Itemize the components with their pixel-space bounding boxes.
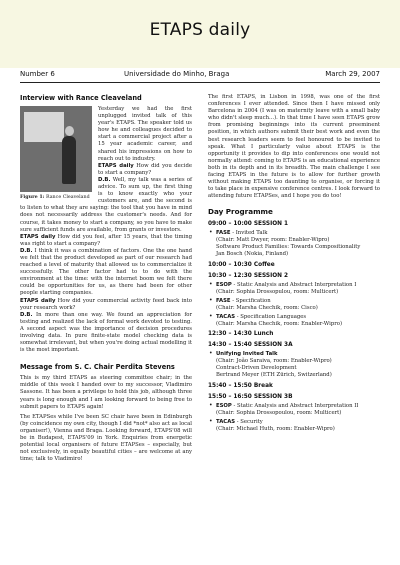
issue-info-bar [20, 68, 380, 83]
speaker-photo [20, 106, 92, 192]
newsletter-title: ETAPS daily [149, 20, 251, 40]
issue-date: March 29, 2007 [325, 70, 380, 78]
answer-2: D.B. I think it was a combination of factors. One the one hand we felt that the product developed as part of our research had reached a level of maturity that allowed us to commercialize it successfully. The other factor had to to do with the environment at the time: with the internet boom we felt there could be opportunities for us, as there had been for other people starting companies. [20, 247, 193, 297]
issue-number: Number 6 [20, 70, 55, 78]
programme-item: • Unifying Invited Talk (Chair: João Saraiva, room: Enabler-Wipro) Contract-Driven Development Bertrand Meyer (ETH Zürich, Switzerland) [216, 351, 380, 379]
answer-3: D.B. In more than one way. We found an appreciation for testing and realized the lack of formal work devoted to testing. A second aspect was the importance of decision procedures involving data. In pure finite-state model checking data is somewhat irrelevant, but when you're doing actual modelling it is the most important. [20, 311, 193, 354]
chair-message-p3: The first ETAPS, in Lisbon in 1998, was one of the first conferences I ever attended. Since then I have missed only Barcelona in 2004 (I was on maternity leave with a small baby who didn't sleep much...). In that time I have seen ETAPS grow from promising beginnings into its current preeminent position, in which authors submit their best work and even the best research leaders seem to feel honoured to be invited to speak. What I particularly value about ETAPS is the opportunity it provides to dip into conferences one would not normally attend: coming to ETAPS is an educational experience both in its depth and in its breadth. The main challenge I see facing ETAPS in the future is to allow for further growth without making ETAPS too daunting to organise, or forcing it to take place in expensive conference centres. I look forward to attending future ETAPSes, and I hope you do too! [208, 94, 380, 200]
answer-1: D.B. Well, my talk was a series of advice. To sum up, the first thing is to know exactly who your customers are, and the second is to listen to what they are saying: the tool that you have in mind does not necessarily address the customer's needs. And for course, it takes money to start a company, so you have to make sure sufficient funds are available, from grants or investors. [20, 176, 192, 233]
programme-slot-time: 15:40 – 15:50 Break [208, 383, 273, 390]
programme-slot-time: 10:30 – 12:30 SESSION 2 [208, 273, 289, 280]
speaker-head [65, 126, 74, 136]
chair-message-p1: This is my third ETAPS as steering committee chair; in the middle of this week I handed over to my successor, Vladimiro Sassone. It has been a privilege to hold this job, although three years is long enough and I am looking forward to being free to submit papers to ETAPS again! [20, 375, 192, 410]
question-3: ETAPS daily How did your commercial activity feed back into your research work? [20, 297, 192, 311]
interview-heading: Interview with Rance Cleaveland [20, 94, 142, 102]
speaker-figure [62, 136, 76, 184]
programme-item: • FASE - Invited Talk (Chair: Matt Dwyer, room: Enabler-Wipro) Software Product Families: Towards Compositionality Jan Bosch (Nokia, Finland) [216, 230, 380, 258]
programme-heading: Day Programme [208, 207, 273, 217]
programme-item: • FASE - Specification (Chair: Marsha Chechik, room: Cisco) [216, 298, 380, 312]
programme-list [208, 220, 380, 432]
programme-item: • TACAS - Security (Chair: Michael Huth, room: Enabler-Wipro) [216, 419, 380, 433]
left-column [20, 94, 192, 463]
programme-item: • ESOP - Static Analysis and Abstract Interpretation II (Chair: Sophia Drossopoulou, room: Multicert) [216, 403, 380, 417]
chair-message-heading: Message from S. C. Chair Perdita Stevens [20, 363, 175, 372]
interview-intro: Yesterday we had the first unplugged invited talk of this year's ETAPS. The speaker told us how he and colleagues decided to start a commercial project after a 15 year academic career, and shared his impressions on how to reach out to industry. [98, 106, 192, 162]
projector-screen [24, 112, 64, 142]
programme-slot-time: 09:00 – 10:00 SESSION 1 [208, 221, 289, 228]
figure [20, 106, 92, 201]
programme-item: • ESOP - Static Analysis and Abstract Interpretation I (Chair: Sophia Drossopulou, room: Multicert) [216, 282, 380, 296]
right-column [208, 94, 380, 435]
programme-slot-time: 15:50 – 16:50 SESSION 3B [208, 394, 293, 401]
figure-caption: Figure 1: Rance Cleaveland [20, 194, 90, 200]
programme-slot-time: 14:30 – 15:40 SESSION 3A [208, 342, 293, 349]
chair-message-p2: The ETAPSes while I've been SC chair have been in Edinburgh (by coincidence my own city, though I did *not* also act as local organiser!), Vienna and Braga. Looking forward, ETAPS'08 will be in Budapest, ETAPS'09 in York. Enquiries from energetic potential local organisers of future ETAPSes – especially, but not exclusively, in equally beautiful cities – are welcome at any time; talk to Vladimiro! [20, 413, 192, 463]
programme-slot-time: 10:00 – 10:30 Coffee [208, 262, 275, 269]
question-0: ETAPS daily How did you decide to start a company? [98, 162, 192, 176]
masthead [0, 0, 400, 68]
programme-item: • TACAS - Specification Languages (Chair: Marsha Chechik, room: Enabler-Wipro) [216, 314, 380, 328]
venue: Universidade do Minho, Braga [124, 70, 230, 78]
question-2: ETAPS daily How did you feel, after 15 years, that the timing was right to start a company? [20, 233, 192, 247]
programme-slot-time: 12:30 – 14:30 Lunch [208, 331, 274, 338]
